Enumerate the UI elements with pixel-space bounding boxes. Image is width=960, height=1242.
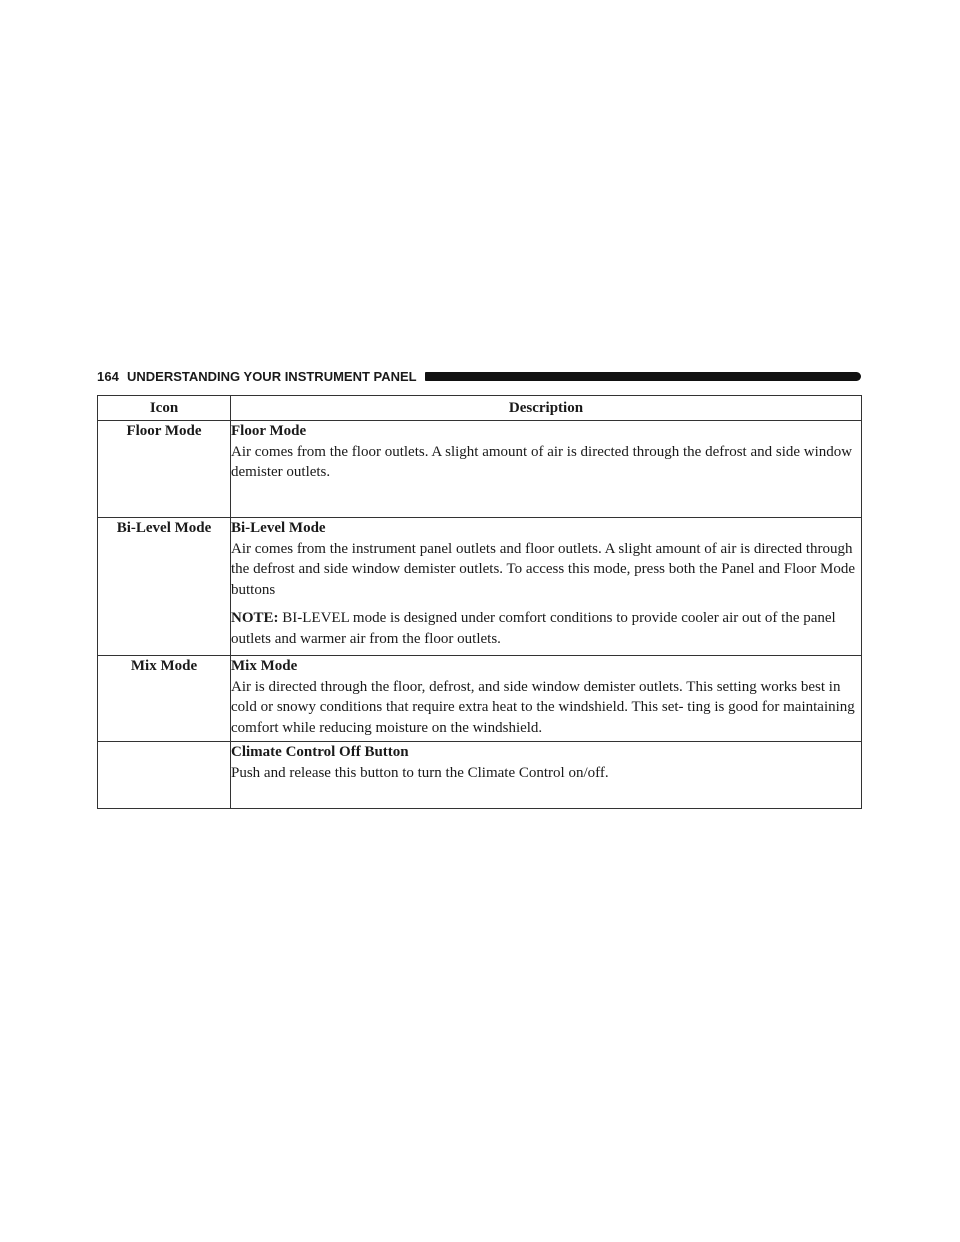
- row-icon-label: Floor Mode: [98, 421, 231, 518]
- table-row: [98, 742, 862, 809]
- row-description: [231, 518, 862, 656]
- row-title: Floor Mode: [231, 423, 307, 439]
- header-rule: [425, 372, 861, 381]
- row-body: Air is directed through the floor, defrost, and side window demister outlets. This setting works best in cold or snowy conditions that require extra heat to the windshield. This set- ting is good for maintaining comfort while reducing moisture on the windshield.: [231, 678, 855, 736]
- note-text: BI-LEVEL mode is designed under comfort conditions to provide cooler air out of the panel outlets and warmer air from the floor outlets.: [231, 610, 836, 647]
- row-icon-label: Bi-Level Mode: [98, 518, 231, 656]
- page-number: 164: [97, 368, 119, 384]
- row-description: [231, 742, 862, 809]
- row-body: Air comes from the instrument panel outlets and floor outlets. A slight amount of air is directed through the defrost and side window demister outlets. To access this mode, press both the Panel and Floor Mode buttons: [231, 540, 855, 598]
- climate-modes-table: [97, 395, 862, 809]
- row-description: [231, 421, 862, 518]
- section-title: UNDERSTANDING YOUR INSTRUMENT PANEL: [127, 368, 417, 384]
- table-row: [98, 656, 862, 742]
- row-title: Mix Mode: [231, 658, 298, 674]
- row-icon-label: Mix Mode: [98, 656, 231, 742]
- row-description: [231, 656, 862, 742]
- row-body: Air comes from the floor outlets. A slight amount of air is directed through the defrost and side window demister outlets.: [231, 443, 853, 480]
- row-title: Bi-Level Mode: [231, 520, 326, 536]
- row-title: Climate Control Off Button: [231, 744, 409, 760]
- page-header: [97, 366, 861, 386]
- table-row: [98, 421, 862, 518]
- table-row: [98, 518, 862, 656]
- row-note: [231, 608, 861, 649]
- column-header-icon: Icon: [98, 396, 231, 421]
- note-label: NOTE:: [231, 610, 279, 626]
- row-icon-label: [98, 742, 231, 809]
- column-header-description: Description: [231, 396, 862, 421]
- table-header-row: [98, 396, 862, 421]
- row-body: Push and release this button to turn the Climate Control on/off.: [231, 764, 609, 781]
